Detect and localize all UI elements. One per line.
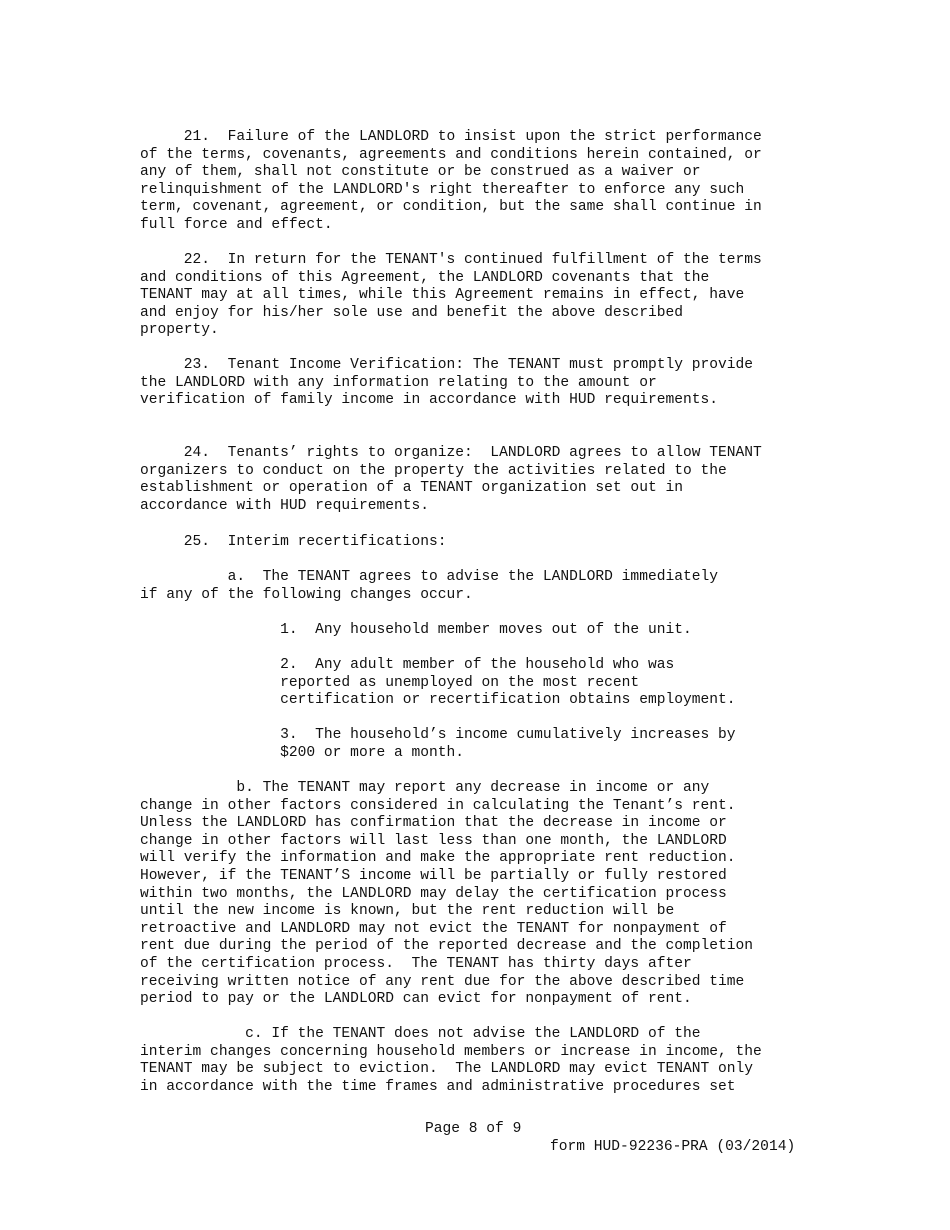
paragraph-25b-line: of the certification process. The TENANT has thirty days after xyxy=(140,956,692,972)
paragraph-21-line: any of them, shall not constitute or be construed as a waiver or xyxy=(140,164,701,181)
paragraph-23-line: verification of family income in accordance with HUD requirements. xyxy=(140,392,719,409)
paragraph-25b-line: change in other factors considered in calculating the Tenant’s rent. xyxy=(140,797,736,814)
paragraph-22-line: TENANT may at all times, while this Agreement remains in effect, have xyxy=(140,287,745,304)
paragraph-25b-line: b. The TENANT may report any decrease in income or any xyxy=(140,780,710,796)
paragraph-22-line: 22. In return for the TENANT's continued fulfillment of the terms xyxy=(140,252,762,268)
paragraph-23-line: 23. Tenant Income Verification: The TENANT must promptly provide xyxy=(140,357,754,373)
paragraph-22-line: and enjoy for his/her sole use and benefit the above described xyxy=(140,304,683,321)
form-number: form HUD-92236-PRA (03/2014) xyxy=(550,1139,796,1155)
paragraph-25c-line: in accordance with the time frames and administrative procedures set xyxy=(140,1078,736,1095)
paragraph-21-line: full force and effect. xyxy=(140,217,333,233)
paragraph-25a-line: a. The TENANT agrees to advise the LANDLORD immediately xyxy=(140,569,719,585)
paragraph-25b-line: Unless the LANDLORD has confirmation that the decrease in income or xyxy=(140,815,727,832)
paragraph-25b-line: receiving written notice of any rent due for the above described time xyxy=(140,973,745,990)
page-number: Page 8 of 9 xyxy=(425,1121,522,1137)
paragraph-25a-line: if any of the following changes occur. xyxy=(140,586,473,603)
paragraph-24-line: organizers to conduct on the property the activities related to the xyxy=(140,462,727,479)
list-item-2-line: certification or recertification obtains employment. xyxy=(140,692,736,709)
list-item-3-line: 3. The household’s income cumulatively increases by xyxy=(140,727,736,743)
paragraph-21-line: term, covenant, agreement, or condition, but the same shall continue in xyxy=(140,199,762,216)
paragraph-25-heading-line: 25. Interim recertifications: xyxy=(140,534,447,550)
paragraph-25b-line: change in other factors will last less than one month, the LANDLORD xyxy=(140,832,727,849)
paragraph-22-line: property. xyxy=(140,322,219,339)
paragraph-21-line: 21. Failure of the LANDLORD to insist upon the strict performance xyxy=(140,129,762,145)
paragraph-25b-line: However, if the TENANT’S income will be partially or fully restored xyxy=(140,868,727,884)
paragraph-25b-line: until the new income is known, but the rent reduction will be xyxy=(140,903,675,920)
paragraph-21-line: relinquishment of the LANDLORD's right thereafter to enforce any such xyxy=(140,181,745,198)
paragraph-25b-line: retroactive and LANDLORD may not evict the TENANT for nonpayment of xyxy=(140,920,727,937)
paragraph-25c-line: TENANT may be subject to eviction. The LANDLORD may evict TENANT only xyxy=(140,1061,754,1078)
list-item-1-line: 1. Any household member moves out of the unit. xyxy=(140,622,692,638)
paragraph-24-line: accordance with HUD requirements. xyxy=(140,497,430,514)
paragraph-21-line: of the terms, covenants, agreements and conditions herein contained, or xyxy=(140,146,762,163)
paragraph-25c-line: c. If the TENANT does not advise the LANDLORD of the xyxy=(140,1026,701,1042)
paragraph-24-line: 24. Tenants’ rights to organize: LANDLORD agrees to allow TENANT xyxy=(140,445,762,461)
paragraph-24-line: establishment or operation of a TENANT organization set out in xyxy=(140,480,683,497)
paragraph-23-line: the LANDLORD with any information relating to the amount or xyxy=(140,374,657,391)
paragraph-25b-line: rent due during the period of the reported decrease and the completion xyxy=(140,938,754,955)
list-item-2-line: 2. Any adult member of the household who was xyxy=(140,657,675,673)
paragraph-25c-line: interim changes concerning household members or increase in income, the xyxy=(140,1043,762,1060)
list-item-3-line: $200 or more a month. xyxy=(140,744,465,761)
paragraph-25b-line: will verify the information and make the appropriate rent reduction. xyxy=(140,850,736,867)
paragraph-22-line: and conditions of this Agreement, the LANDLORD covenants that the xyxy=(140,269,710,286)
paragraph-25b-line: within two months, the LANDLORD may delay the certification process xyxy=(140,885,727,902)
list-item-2-line: reported as unemployed on the most recent xyxy=(140,674,640,691)
paragraph-25b-line: period to pay or the LANDLORD can evict for nonpayment of rent. xyxy=(140,991,692,1008)
